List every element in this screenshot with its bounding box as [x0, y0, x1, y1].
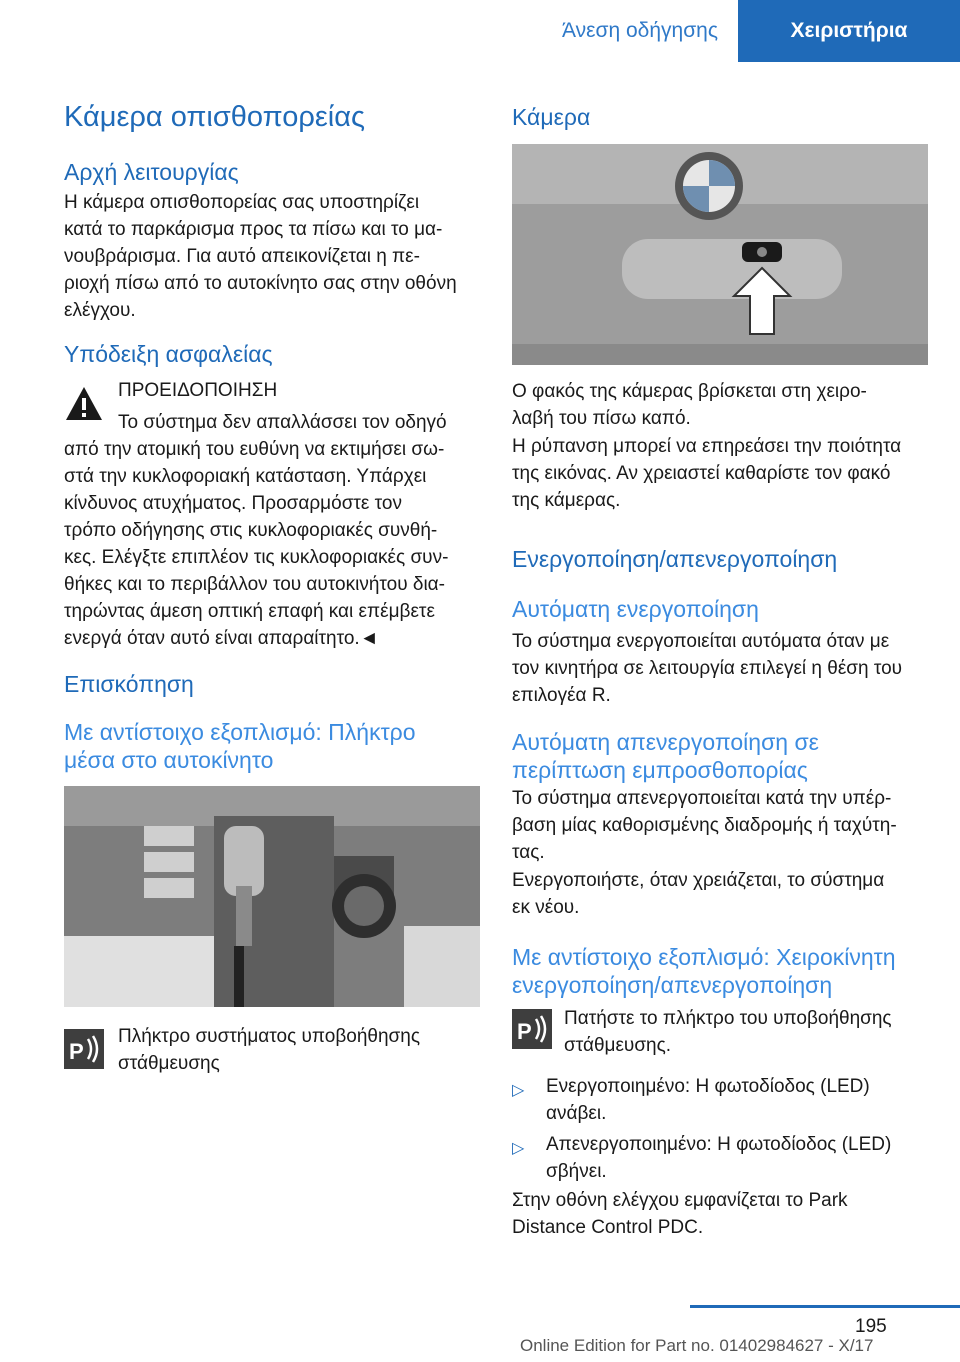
tab-controls[interactable]: Χειριστήρια	[738, 0, 960, 62]
bullet-triangle-icon: ▷	[512, 1082, 525, 1099]
button-caption: Πλήκτρο συστήματος υποβοήθησης στάθμευσης	[118, 1026, 420, 1074]
bullet-led-on: ▷ Ενεργοποιημένο: Η φωτοδίοδος (LED) ανάβει.	[512, 1073, 870, 1127]
auto-on-text: Το σύστημα ενεργοποιείται αυτόματα όταν με τον κινητήρα σε λειτουργία επιλεγεί η θέση του επιλογέα R.	[512, 631, 903, 706]
page-number: 195	[855, 1316, 887, 1337]
equipment-heading: Με αντίστοιχο εξοπλισμό: Πλήκτρο μέσα στο αυτοκίνητο	[64, 719, 416, 773]
svg-text:P: P	[517, 1019, 532, 1044]
footer-divider	[690, 1305, 960, 1308]
tab-comfort-driving[interactable]: Άνεση οδήγησης	[542, 0, 738, 62]
manual-heading: Με αντίστοιχο εξοπλισμό: Χειροκίνητη ενεργοποίηση/απενεργοποίηση	[512, 944, 896, 998]
warning-triangle-icon	[64, 384, 104, 424]
warning-text: από την ατομική του ευθύνη να εκτιμήσει σω- στά την κυκλοφοριακή κατάσταση. Υπάρχει κίνδυνος ατυχήματος. Προσαρμόστε τον τρόπο οδήγησης στις κυκλοφοριακές συνθή- κες. Ελέγξτε επιπλέον τις κυκλοφοριακές συν- θήκες και το περιβάλλον του αυτοκινήτου δια- τηρώντας άμεση οπτική επαφή και επέμβετε ενεργά όταν αυτό είναι απαραίτητο.◄	[64, 439, 449, 649]
pdc-text: Στην οθόνη ελέγχου εμφανίζεται το Park Distance Control PDC.	[512, 1190, 848, 1238]
warning-label: ΠΡΟΕΙΔΟΠΟΙΗΣΗ	[118, 380, 278, 401]
activation-heading: Ενεργοποίηση/απενεργοποίηση	[512, 546, 838, 572]
reactivate-text: Ενεργοποιήστε, όταν χρειάζεται, το σύστημα εκ νέου.	[512, 870, 885, 918]
principle-heading: Αρχή λειτουργίας	[64, 159, 239, 185]
center-console-photo	[64, 786, 480, 1007]
camera-heading: Κάμερα	[512, 104, 591, 130]
parking-assist-button-icon	[64, 1029, 104, 1069]
overview-heading: Επισκόπηση	[64, 671, 194, 697]
svg-text:P: P	[69, 1039, 84, 1064]
dirt-text: Η ρύπανση μπορεί να επηρεάσει την ποιότητα της εικόνας. Αν χρειαστεί καθαρίστε τον φακό της κάμερας.	[512, 436, 902, 511]
edition-text: Online Edition for Part no. 01402984627 - X/17	[520, 1336, 874, 1355]
auto-on-heading: Αυτόματη ενεργοποίηση	[512, 596, 759, 622]
lens-text: Ο φακός της κάμερας βρίσκεται στη χειρο- λαβή του πίσω καπό.	[512, 381, 867, 429]
bullet-triangle-icon: ▷	[512, 1140, 525, 1157]
parking-assist-button-icon-right	[512, 1009, 552, 1049]
warning-first-line: Το σύστημα δεν απαλλάσσει τον οδηγό	[118, 412, 447, 433]
rear-camera-photo	[512, 144, 928, 365]
safety-heading: Υπόδειξη ασφαλείας	[64, 341, 273, 367]
auto-off-heading: Αυτόματη απενεργοποίηση σε περίπτωση εμπροσθοπορίας	[512, 729, 819, 783]
header-tabs	[542, 0, 960, 62]
auto-off-text: Το σύστημα απενεργοποιείται κατά την υπέρ- βαση μίας καθορισμένης διαδρομής ή ταχύτη- τας.	[512, 788, 897, 863]
bullet-led-off: ▷ Απενεργοποιημένο: Η φωτοδίοδος (LED) σβήνει.	[512, 1131, 891, 1185]
press-text: Πατήστε το πλήκτρο του υποβοήθησης στάθμευσης.	[564, 1008, 892, 1056]
principle-text: Η κάμερα οπισθοπορείας σας υποστηρίζει κατά το παρκάρισμα προς τα πίσω και το μα- νουβράρισμα. Για αυτό απεικονίζεται η πε- ριοχή πίσω από το αυτοκίνητο σας στην οθόνη ελέγχου.	[64, 192, 457, 321]
page-title: Κάμερα οπισθοπορείας	[64, 101, 365, 133]
